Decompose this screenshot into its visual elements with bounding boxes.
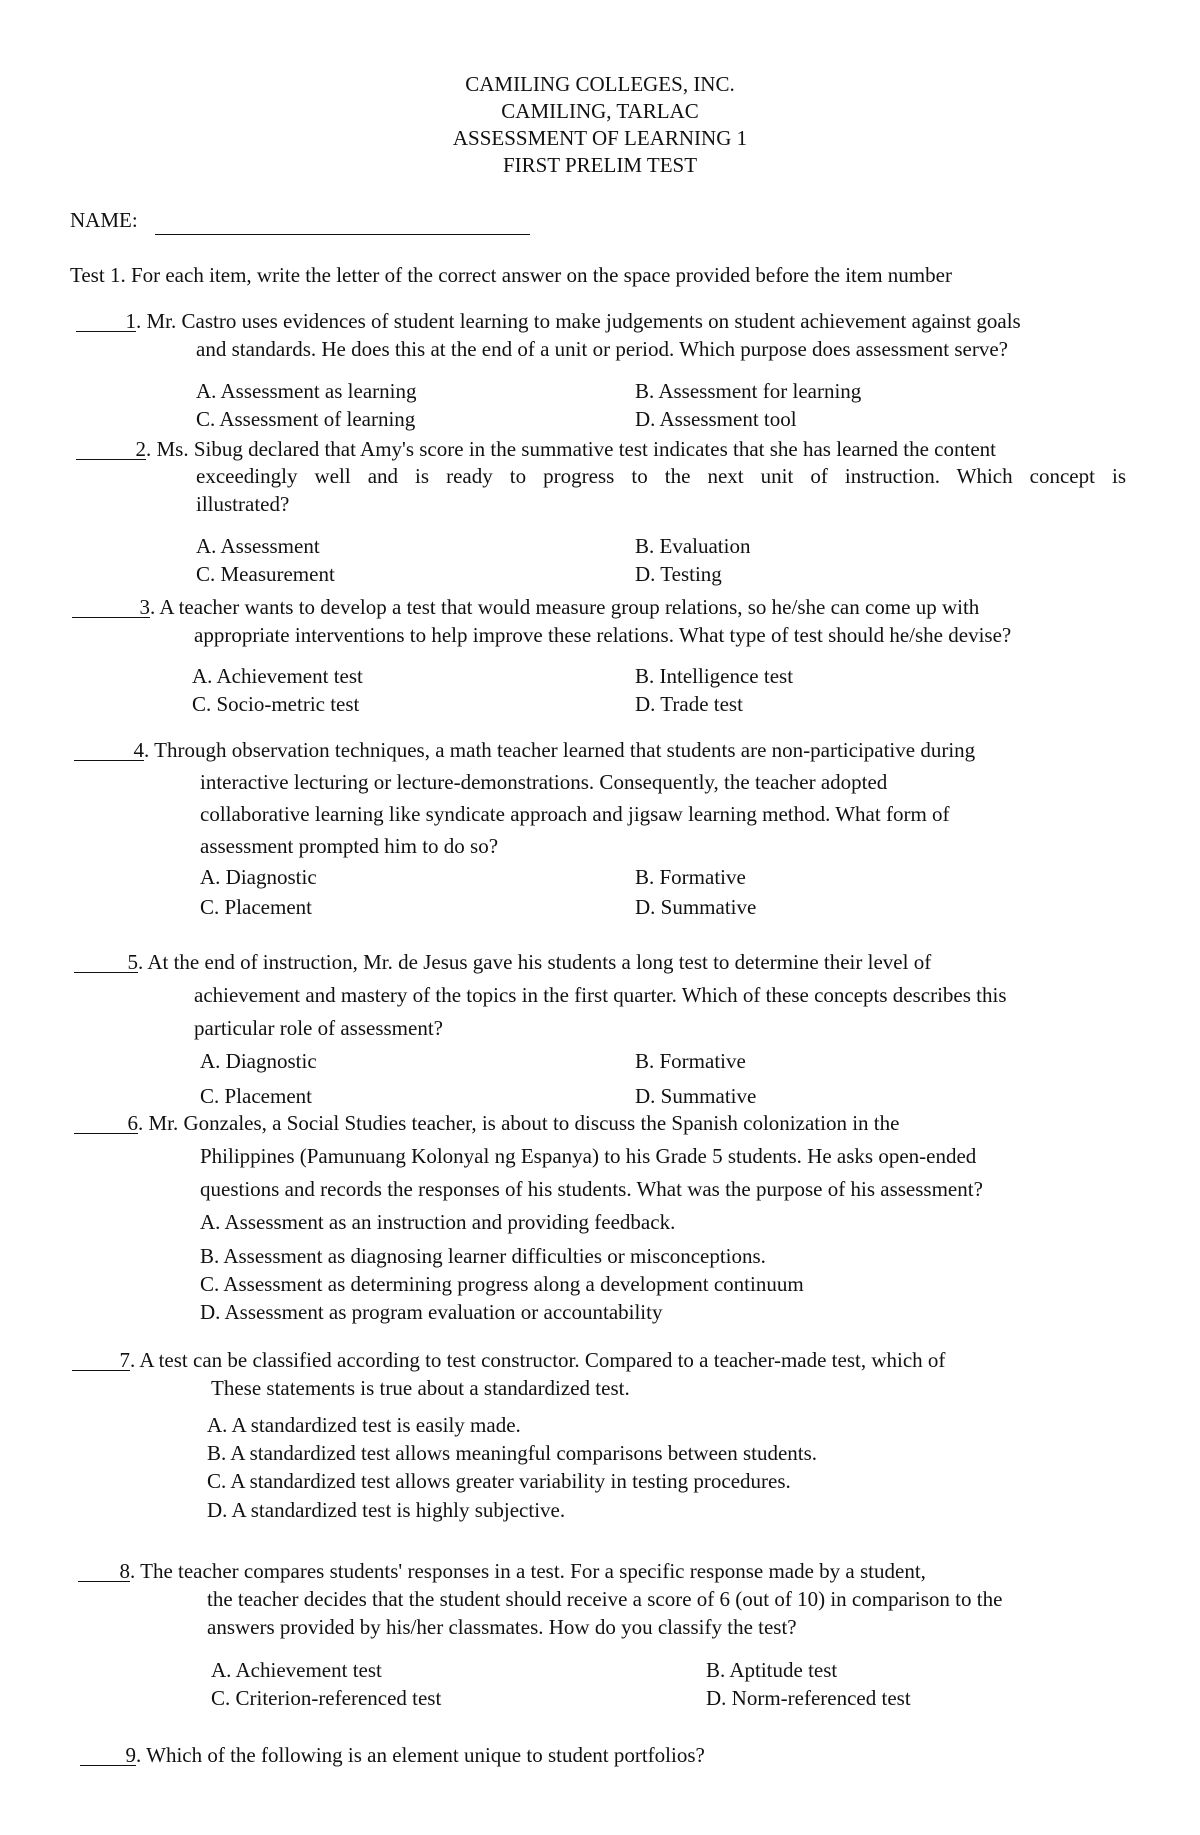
question-text: answers provided by his/her classmates. How do you classify the test? (207, 1615, 797, 1639)
name-field-line (155, 234, 530, 235)
option: D. Assessment as program evaluation or accountability (200, 1300, 663, 1324)
option: D. Norm-referenced test (706, 1686, 911, 1710)
question-text: achievement and mastery of the topics in the first quarter. Which of these concepts describes this (194, 983, 1007, 1007)
option: A. Assessment as an instruction and providing feedback. (200, 1210, 676, 1234)
question-text: . The teacher compares students' responses in a test. For a specific response made by a student, (130, 1559, 926, 1583)
question-number: 6 (127, 1111, 138, 1135)
answer-blank (80, 1743, 136, 1767)
option: B. Assessment for learning (635, 379, 862, 403)
option: B. Aptitude test (706, 1658, 838, 1682)
option: D. Assessment tool (635, 407, 797, 431)
question-1-stem (76, 311, 1021, 332)
question-text: . Ms. Sibug declared that Amy's score in the summative test indicates that she has learned the content (146, 437, 996, 461)
option: D. Testing (635, 562, 722, 586)
option: D. Summative (635, 895, 757, 919)
test-title: FIRST PRELIM TEST (502, 153, 698, 177)
option: A. Diagnostic (200, 1049, 317, 1073)
question-text: questions and records the responses of his students. What was the purpose of his assessment? (200, 1177, 983, 1201)
question-text: . At the end of instruction, Mr. de Jesus gave his students a long test to determine their level of (138, 950, 932, 974)
question-number: 5 (127, 950, 138, 974)
answer-blank (74, 950, 138, 974)
question-3-stem (72, 597, 979, 618)
answer-blank (74, 738, 144, 762)
option: B. Assessment as diagnosing learner difficulties or misconceptions. (200, 1244, 766, 1268)
option: B. Evaluation (635, 534, 751, 558)
test-instructions: Test 1. For each item, write the letter of the correct answer on the space provided before the item number (70, 263, 952, 287)
answer-blank (72, 595, 150, 619)
question-4-stem (74, 740, 975, 761)
name-label: NAME: (70, 208, 138, 232)
option: B. Formative (635, 865, 746, 889)
question-9-stem (80, 1745, 705, 1766)
option: A. Achievement test (211, 1658, 382, 1682)
question-text: the teacher decides that the student should receive a score of 6 (out of 10) in comparison to the (207, 1587, 1003, 1611)
question-text: . Mr. Gonzales, a Social Studies teacher, is about to discuss the Spanish colonization in the (138, 1111, 900, 1135)
option: A. Assessment as learning (196, 379, 417, 403)
option: B. Formative (635, 1049, 746, 1073)
question-text: . Which of the following is an element unique to student portfolios? (136, 1743, 705, 1767)
question-text: . A teacher wants to develop a test that would measure group relations, so he/she can come up with (150, 595, 980, 619)
option: D. Summative (635, 1084, 757, 1108)
question-6-stem (74, 1113, 899, 1134)
question-text: collaborative learning like syndicate approach and jigsaw learning method. What form of (200, 802, 950, 826)
option: C. Measurement (196, 562, 335, 586)
question-text: and standards. He does this at the end of a unit or period. Which purpose does assessment serve? (196, 337, 1008, 361)
option: B. Intelligence test (635, 664, 794, 688)
question-text: . Mr. Castro uses evidences of student learning to make judgements on student achievement against goals (136, 309, 1021, 333)
question-text: These statements is true about a standardized test. (211, 1376, 630, 1400)
question-number: 8 (119, 1559, 130, 1583)
question-text: particular role of assessment? (194, 1016, 443, 1040)
question-text: . A test can be classified according to test constructor. Compared to a teacher-made test, which of (130, 1348, 946, 1372)
option: C. Placement (200, 895, 312, 919)
question-number: 3 (139, 595, 150, 619)
option: A. Achievement test (192, 664, 363, 688)
question-text: appropriate interventions to help improve these relations. What type of test should he/she devise? (194, 623, 1012, 647)
option: C. Criterion-referenced test (211, 1686, 442, 1710)
option: A. A standardized test is easily made. (207, 1413, 521, 1437)
school-location: CAMILING, TARLAC (501, 99, 699, 123)
question-number: 7 (119, 1348, 130, 1372)
question-number: 9 (125, 1743, 136, 1767)
question-5-stem (74, 952, 931, 973)
question-text: exceedingly well and is ready to progress to the next unit of instruction. Which concept is (196, 464, 1126, 488)
question-text: Philippines (Pamunuang Kolonyal ng Espanya) to his Grade 5 students. He asks open-ended (200, 1144, 977, 1168)
option: C. Placement (200, 1084, 312, 1108)
answer-blank (78, 1559, 130, 1583)
question-text: . Through observation techniques, a math teacher learned that students are non-participative during (144, 738, 976, 762)
question-text: assessment prompted him to do so? (200, 834, 499, 858)
option: C. A standardized test allows greater variability in testing procedures. (207, 1469, 791, 1493)
option: A. Assessment (196, 534, 320, 558)
question-text: illustrated? (196, 492, 290, 516)
question-number: 4 (133, 738, 144, 762)
option: D. Trade test (635, 692, 743, 716)
question-8-stem (78, 1561, 926, 1582)
option: A. Diagnostic (200, 865, 317, 889)
option: D. A standardized test is highly subjective. (207, 1498, 566, 1522)
option: B. A standardized test allows meaningful comparisons between students. (207, 1441, 818, 1465)
option: C. Assessment of learning (196, 407, 416, 431)
option: C. Assessment as determining progress along a development continuum (200, 1272, 804, 1296)
question-2-stem (76, 439, 996, 460)
question-7-stem (72, 1350, 945, 1371)
course-title: ASSESSMENT OF LEARNING 1 (452, 126, 748, 150)
school-name: CAMILING COLLEGES, INC. (465, 72, 735, 96)
question-text: interactive lecturing or lecture-demonstrations. Consequently, the teacher adopted (200, 770, 888, 794)
option: C. Socio-metric test (192, 692, 360, 716)
answer-blank (72, 1348, 130, 1372)
answer-blank (76, 437, 146, 461)
answer-blank (76, 309, 136, 333)
question-number: 1 (125, 309, 136, 333)
question-number: 2 (135, 437, 146, 461)
answer-blank (74, 1111, 138, 1135)
